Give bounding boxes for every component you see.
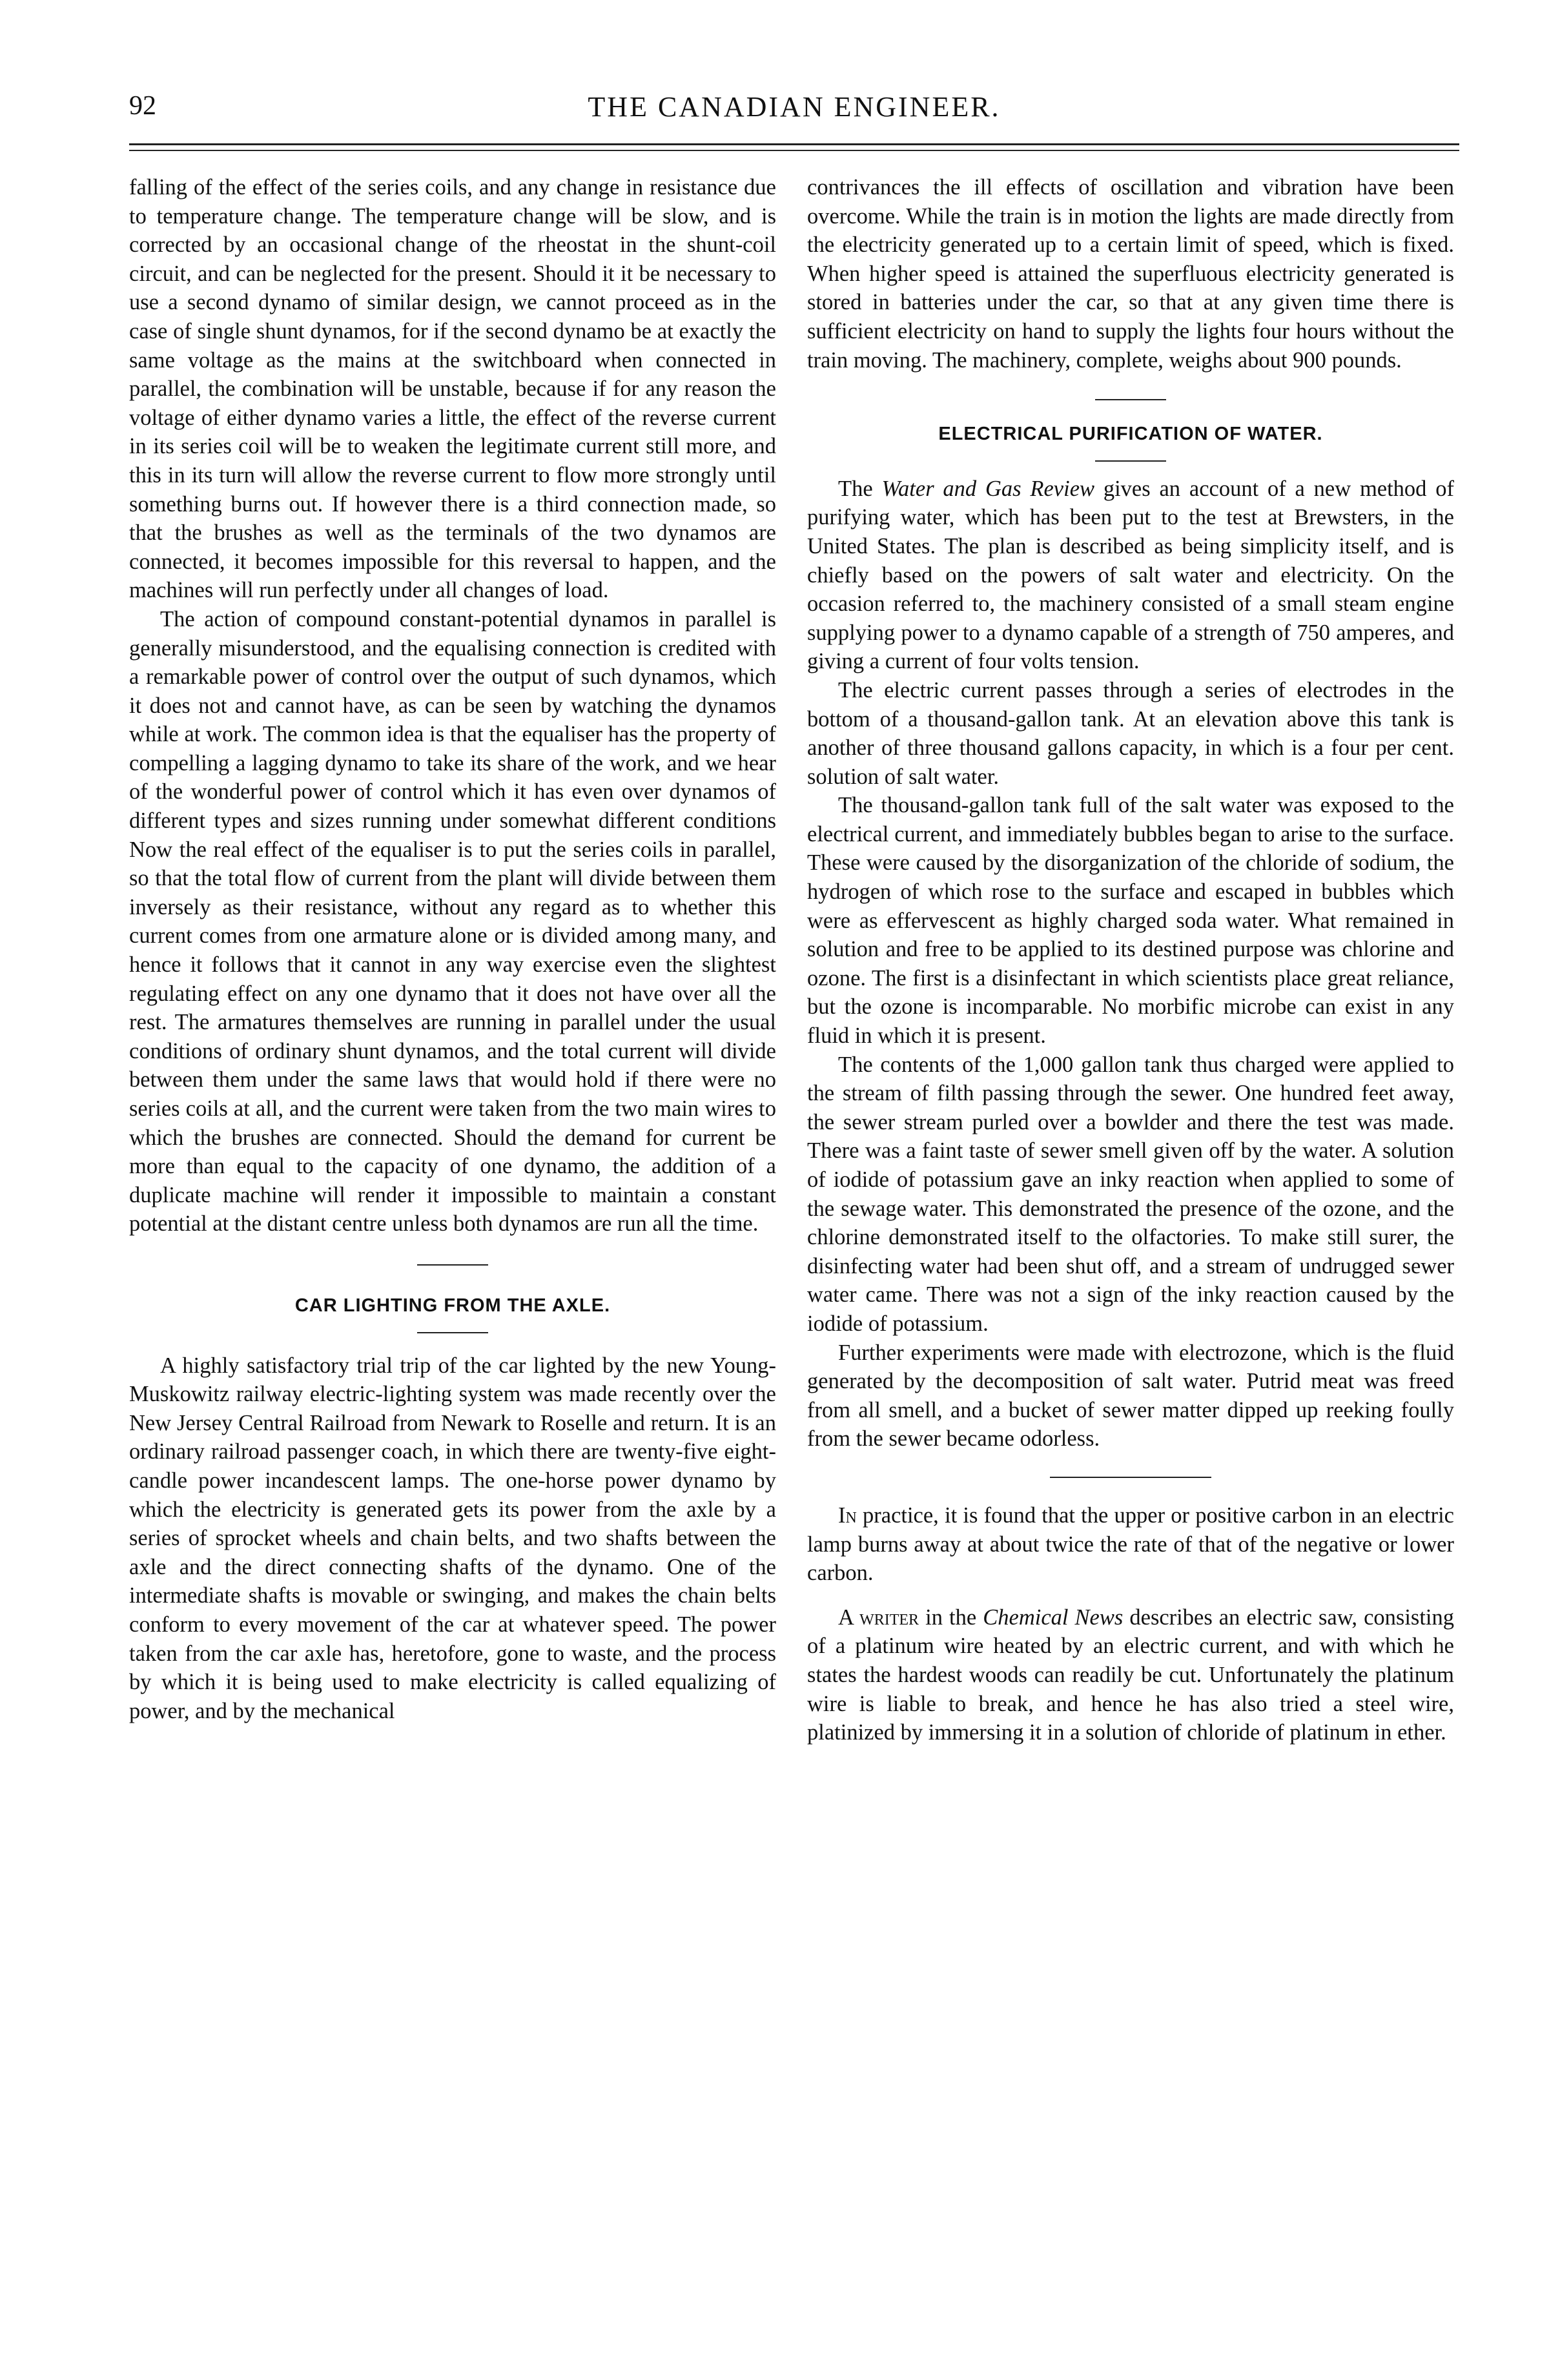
paragraph: falling of the effect of the series coils, and any change in resistance due to temperature change. The temperature change will be slow, and is corrected by an occasional change of the rheostat in the shunt-coil circuit, and can be neglected for the present. Should it it be necessary to use a second dynamo of similar design, we cannot proceed as in the case of single shunt dynamos, for if the second dynamo be at exactly the same voltage as the mains at the switchboard when connected in parallel, the combination will be unstable, because if for any reason the voltage of either dynamo varies a little, the effect of the reverse current in its series coil will be to weaken the legitimate current still more, and this in its turn will allow the reverse current to flow more strongly until something burns out. If however there is a third connection made, so that the brushes as well as the terminals of the two dynamos are connected, it becomes impossible for this reversal to happen, and the machines will run perfectly under all changes of load. [129, 175, 776, 603]
magazine-title: Chemical News [983, 1605, 1124, 1630]
paragraph: In practice, it is found that the upper or positive carbon in an electric lamp burns away at about twice the rate of that of the negative or lower carbon. [807, 1503, 1454, 1586]
journal-title: THE CANADIAN ENGINEER. [588, 91, 1001, 123]
page-number: 92 [129, 91, 156, 121]
paragraph: The action of compound constant-potential dynamos in parallel is generally misunderstood, and the equalising connection is credited with a remarkable power of control over the output of such dynamos, which it does not and cannot have, as can be seen by watching the dynamos while at work. The common idea is that the equaliser has the property of compelling a lagging dynamo to take its share of the work, and we hear of the wonderful power of control which it has even over dynamos of different types and sizes running under somewhat different conditions Now the real effect of the equaliser is to put the series coils in parallel, so that the total flow of current from the plant will divide between them inversely as their resistance, without any regard as to whether this current comes from one armature alone or is divided among many, and hence it follows that it cannot in any way exercise even the slightest regulating effect on any one dynamo that it does not have over all the rest. The armatures themselves are running in parallel under the usual conditions of ordinary shunt dynamos, and the total current will divide between them under the same laws that would hold if there were no series coils at all, and the current were taken from the two main wires to which the brushes are connected. Should the demand for current be more than equal to the capacity of one dynamo, the addition of a duplicate machine will render it impossible to maintain a constant potential at the distant centre unless both dynamos are run all the time. [129, 606, 776, 1236]
paragraph: Further experiments were made with electrozone, which is the fluid generated by the decomposition of salt water. Putrid meat was freed from all smell, and a bucket of sewer matter dipped up reeking foully from the sewer became odorless. [807, 1340, 1454, 1452]
paragraph: A writer in the Chemical News describes an electric saw, consisting of a platinum wire heated by an electric current, and with which he states the hardest woods can readily be cut. Unfortunately the platinum wire is liable to break, and hence he has also tried a steel wire, platinized by immersing it in a solution of chloride of platinum in ether. [807, 1605, 1455, 1745]
paragraph: The thousand-gallon tank full of the salt water was exposed to the electrical current, and immediately bubbles began to arise to the surface. These were caused by the disorganization of the chloride of sodium, the hydrogen of which rose to the surface and escaped in bubbles which were as effervescent as highly charged soda water. What remained in solution and free to be applied to its destined purpose was chlorine and ozone. The first is a disinfectant in which scientists place great reliance, but the ozone is incomparable. No morbific microbe can exist in any fluid in which it is present. [807, 793, 1454, 1049]
paragraph: A highly satisfactory trial trip of the car lighted by the new Young-Muskowitz railway electric-lighting system was made recently over the New Jersey Central Railroad from Newark to Roselle and return. It is an ordinary railroad passenger coach, in which there are twenty-five eight-candle power incandescent lamps. The one-horse power dynamo by which the electricity is generated gets its power from the axle by a series of sprocket wheels and chain belts, and two shafts between the axle and the direct connecting shafts of the dynamo. One of the intermediate shafts is movable or swinging, and makes the chain belts conform to every movement of the car at whatever speed. The power taken from the car axle has, heretofore, gone to waste, and the process by which it is being used to make electricity is called equalizing of power, and by the mechanical [129, 1353, 776, 1723]
section-heading-water-purification: ELECTRICAL PURIFICATION OF WATER. [938, 424, 1323, 445]
section-heading-car-lighting: CAR LIGHTING FROM THE AXLE. [294, 1295, 611, 1316]
left-column [129, 173, 776, 1725]
paragraph: The Water and Gas Review gives an account of a new method of purifying water, which has been put to the test at Brewsters, in the United States. The plan is described as being simplicity itself, and is chiefly based on the powers of salt water and electricity. On the occasion referred to, the machinery consisted of a small steam engine supplying power to a dynamo capable of a strength of 750 amperes, and giving a current of four volts tension. [807, 476, 1454, 674]
right-column [807, 173, 1454, 1747]
header-rule-top [129, 143, 1459, 145]
paragraph: The electric current passes through a series of electrodes in the bottom of a thousand-gallon tank. At an elevation above this tank is another of three thousand gallons capacity, in which is a four per cent. solution of salt water. [807, 677, 1454, 789]
magazine-title: Water and Gas Review [881, 476, 1095, 501]
paragraph: The contents of the 1,000 gallon tank thus charged were applied to the stream of filth passing through the sewer. One hundred feet away, the sewer stream purled over a bowlder and there the test was made. There was a faint taste of sewer smell given off by the water. A solution of iodide of potassium gave an inky reaction when applied to some of the sewage water. This demonstrated the presence of the ozone, and the chlorine demonstrated itself to the olfactories. To make still surer, the disinfecting water had been shut off, and a stream of undrugged sewer water came. There was not a sign of the inky reaction caused by the iodide of potassium. [807, 1052, 1454, 1336]
paragraph: contrivances the ill effects of oscillation and vibration have been overcome. While the train is in motion the lights are made directly from the electricity generated up to a certain limit of speed, which is fixed. When higher speed is attained the superfluous electricity generated is stored in batteries under the car, so that at any given time there is sufficient electricity on hand to supply the lights four hours without the train moving. The machinery, complete, weighs about 900 pounds. [807, 175, 1454, 373]
header-rule-bottom [129, 150, 1459, 151]
page-header [129, 90, 1459, 142]
